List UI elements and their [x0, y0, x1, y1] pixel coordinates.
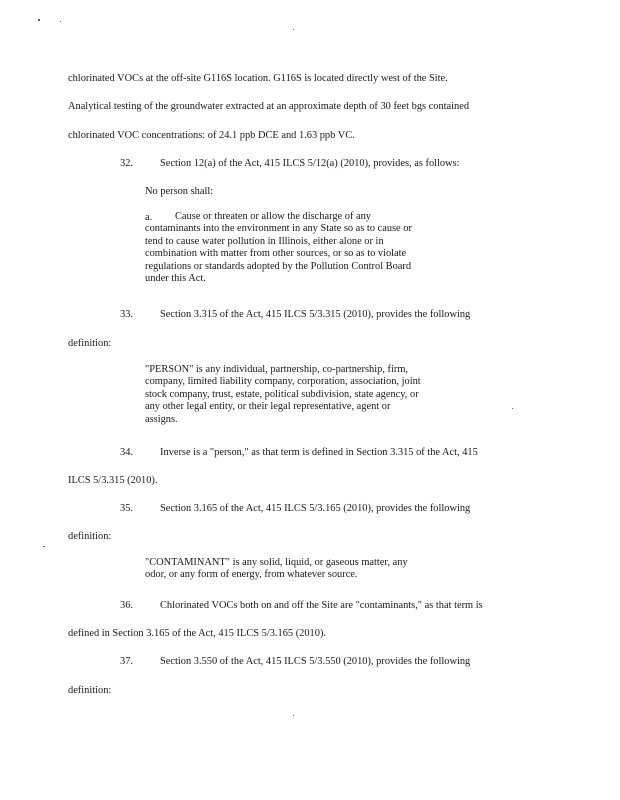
paragraph-text: Inverse is a "person," as that term is defined in Section 3.315 of the Act, 415: [160, 447, 478, 458]
paragraph-number: 34.: [120, 447, 133, 458]
scan-speck: [38, 19, 40, 21]
quote-line: combination with matter from other sources, or so as to violate: [145, 248, 407, 260]
quote-line: under this Act.: [145, 273, 206, 285]
quote-line: "CONTAMINANT" is any solid, liquid, or gaseous matter, any: [145, 557, 408, 568]
quote-line: any other legal entity, or their legal representative, agent or: [145, 401, 391, 413]
quote-line: Cause or threaten or allow the discharge of any: [175, 211, 372, 222]
scan-speck: [293, 715, 294, 716]
quote-intro: No person shall:: [145, 186, 214, 197]
quote-line: regulations or standards adopted by the Pollution Control Board: [145, 260, 412, 272]
quote-line: odor, or any form of energy, from whatever source.: [145, 569, 358, 581]
scan-speck: [293, 29, 294, 30]
paragraph-continuation: definition:: [68, 338, 112, 349]
scan-speck: [60, 21, 61, 22]
paragraph-number: 33.: [120, 309, 133, 320]
quote-block-contaminant: [145, 557, 465, 582]
quote-line: stock company, trust, estate, political subdivision, state agency, or: [145, 388, 419, 400]
paragraph-number: 35.: [120, 503, 133, 514]
quote-line: company, limited liability company, corporation, association, joint: [145, 376, 421, 388]
paragraph-number: 36.: [120, 600, 133, 611]
quote-line: assigns.: [145, 413, 178, 425]
paragraph-text: Chlorinated VOCs both on and off the Site are "contaminants," as that term is: [160, 600, 483, 611]
quote-line: "PERSON" is any individual, partnership, co-partnership, firm,: [145, 364, 409, 375]
quote-item-label: a.: [145, 212, 153, 223]
quote-line: tend to cause water pollution in Illinois, either alone or in: [145, 235, 384, 247]
quote-line: contaminants into the environment in any State so as to cause or: [145, 223, 412, 235]
paragraph-text: Section 3.165 of the Act, 415 ILCS 5/3.165 (2010), provides the following: [160, 503, 471, 514]
paragraph-continuation: definition:: [68, 531, 112, 542]
body-line: chlorinated VOCs at the off-site G116S location. G116S is located directly west of the Site.: [68, 73, 448, 84]
paragraph-continuation: ILCS 5/3.315 (2010).: [68, 475, 158, 486]
paragraph-text: Section 12(a) of the Act, 415 ILCS 5/12(a) (2010), provides, as follows:: [160, 158, 460, 169]
quote-block-person: [145, 364, 465, 426]
paragraph-continuation: defined in Section 3.165 of the Act, 415 ILCS 5/3.165 (2010).: [68, 628, 326, 639]
quote-block-discharge: [145, 211, 465, 285]
body-line: Analytical testing of the groundwater extracted at an approximate depth of 30 feet bgs contained: [68, 101, 470, 112]
paragraph-text: Section 3.315 of the Act, 415 ILCS 5/3.315 (2010), provides the following: [160, 309, 471, 320]
scan-speck: [43, 546, 45, 547]
paragraph-number: 32.: [120, 158, 133, 169]
body-line: chlorinated VOC concentrations: of 24.1 ppb DCE and 1.63 ppb VC.: [68, 130, 355, 141]
scan-speck: [512, 408, 513, 409]
paragraph-text: Section 3.550 of the Act, 415 ILCS 5/3.550 (2010), provides the following: [160, 656, 471, 667]
paragraph-number: 37.: [120, 656, 133, 667]
paragraph-continuation: definition:: [68, 685, 112, 696]
